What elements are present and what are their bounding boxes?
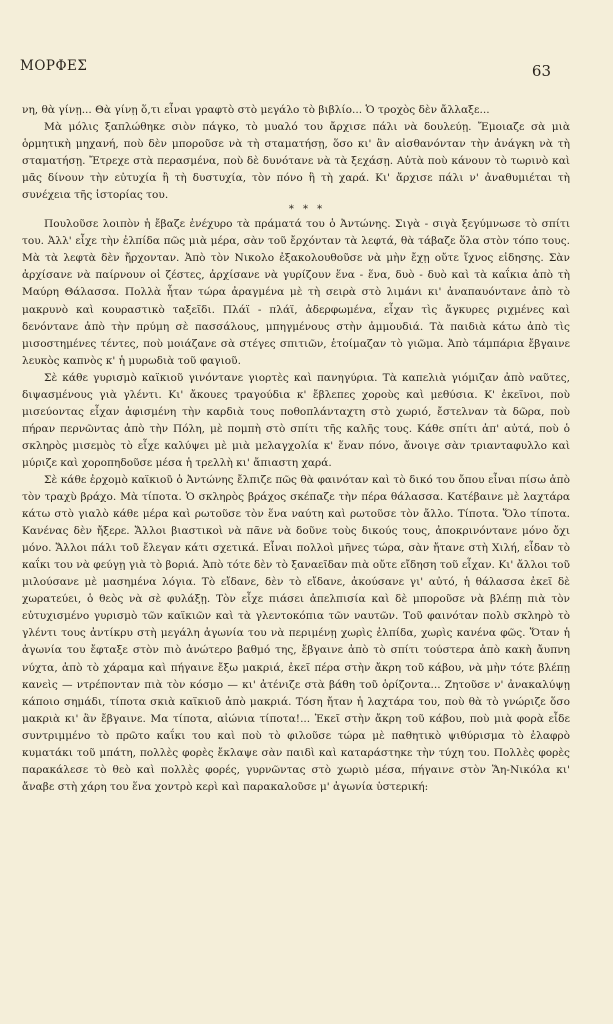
paragraph: Σὲ κάθε ἐρχομὸ καϊκιοῦ ὁ Ἀντώνης ἔλπιζε πῶς θὰ φαινόταν καὶ τὸ δικό του ὄπου εἶναι πίσω ἀπὸ τὸν τραχὺ βράχο. Μὰ τίποτα. Ὁ σκληρὸς βράχος σκέπαζε τὴν πέρα θάλασσα. Κατέβαινε μὲ λαχτάρα κάτω στὸ γιαλὸ κάθε μέρα καὶ ρωτοῦσε τὸν ἕνα ναύτη καὶ ρωτοῦσε τὸν ἄλλο. Τίποτα. Ὅλο τίποτα. Κανένας δὲν ἤξερε. Ἄλλοι βιαστικοὶ νὰ πᾶνε νὰ δοῦνε τοὺς δικούς τους, ἀποκρινόντανε μόνο ὄχι μόνο. Ἄλλοι πάλι τοῦ ἔλεγαν κάτι σχετικά. Εἶναι πολλοὶ μῆνες τώρα, σὰν ἤτανε στὴ Χιλή, εἶδαν τὸ καΐκι του νὰ φεύγῃ γιὰ τὸ βοριά. Ἀπὸ τότε δὲν τὸ ξαναεῖδαν πιὰ οὔτε εἴδηση τοῦ εἶχαν. Κι' ἄλλοι τοῦ μιλούσανε μὲ μασημένα λόγια. Τὸ εἴδανε, δὲν τὸ εἴδανε, ἀκούσανε γι' αὐτό, ἡ θάλασσα ἐκεῖ δὲ χωρατεύει, ὁ θεὸς νὰ σὲ φυλάξῃ. Τὸν εἶχε πιάσει ἀπελπισία καὶ δὲ μποροῦσε νὰ βλέπῃ πιὰ τὸν εὐτυχισμένο γυρισμὸ τῶν καϊκιῶν καὶ τὰ γλεντοκόπια τῶν ναυτῶν. Τοῦ φαινόταν πολὺ σκληρὸ τὸ γλέντι τους ἀντίκρυ στὴ μεγάλη ἀγωνία του νὰ περιμένῃ χωρὶς ἐλπίδα, χωρὶς κανένα φῶς. Ὅταν ἡ ἀγωνία του ἔφταξε στὸν πιὸ ἀνώτερο βαθμό της, ἔβγαινε ἀπὸ τὸ σπίτι τούστερα ἀπὸ κακὴ ἄυπνη νύχτα, ἀπὸ τὸ χάραμα καὶ πήγαινε ἔξω μακριά, ἐκεῖ πέρα στὴν ἄκρη τοῦ κάβου, νὰ μὴν τότε βλέπῃ κανεὶς — ντρέπονταν πιὰ τὸν κόσμο — κι' ἀτένιζε στὰ βάθη τοῦ ὁρίζοντα... Ζητοῦσε ν' ἀνακαλύψῃ κάποιο σημάδι, τίποτα σκιὰ καϊκιοῦ ἀπὸ μακριά. Τόση ἤταν ἡ λαχτάρα του, ποὺ θὰ τὸ γνώριζε ὅσο μακριὰ κι' ἂν ἔβγαινε. Μα τίποτα, αἰώνια τίποτα!... Ἐκεῖ στὴν ἄκρη τοῦ κάβου, ποὺ μιὰ φορὰ εἶδε συντριμμένο τὸ πρῶτο καΐκι του καὶ ποὺ τὸ φιλοῦσε τώρα μὲ παθητικὸ ψιθύρισμα τὸ ἐλαφρὸ κυματάκι τοῦ μπάτη, πολλὲς φορὲς ἔκλαψε σὰν παιδὶ καὶ καταράστηκε τὴν τύχη του. Πολλὲς φορὲς παρακάλεσε τὸ θεὸ καὶ πολλὲς φορές, γυρνῶντας στὸ χωριὸ μέσα, πήγαινε στὸν Ἅη-Νικόλα κι' ἄναβε στὴ χάρη του ἕνα χοντρὸ κερὶ καὶ παρακαλοῦσε μ' ἀγωνία ὑστερική:	[22, 473, 570, 793]
paragraph: Μὰ μόλις ξαπλώθηκε σιὸν πάγκο, τὸ μυαλό του ἄρχισε πάλι νὰ δουλεύῃ. Ἔμοιαζε σὰ μιὰ ὁρμητικὴ μηχανή, ποὺ δὲν μποροῦσε νὰ τὴ σταματήσῃ, ὅσο κι' ἂν αἰσθανόνταν τὴν ἀνάγκη νὰ τὴ σταματήσῃ. Ἔτρεχε στὰ περασμένα, ποὺ δὲ δυνότανε νὰ τὰ ξεχάσῃ. Αὐτὰ ποὺ κάνουν τὸ τωρινὸ καὶ μᾶς δίνουν τὴν εὐτυχία ἢ τὴ δυστυχία, τὸν πόνο ἢ τὴ χαρά. Κι' ἄρχισε πάλι ν' ἀναθυμιέται τὴ συνέχεια τῆς ἱστορίας του.	[22, 121, 570, 202]
running-title: ΜΟΡΦΕΣ	[20, 58, 88, 74]
paragraph: Πουλοῦσε λοιπὸν ἡ ἔβαζε ἐνέχυρο τὰ πράματά του ὁ Ἀντώνης. Σιγὰ - σιγὰ ξεγύμνωσε τὸ σπίτι του. Ἀλλ' εἶχε τὴν ἐλπίδα πῶς μιὰ μέρα, σὰν τοῦ ἔρχόνταν τὰ λεφτά, θὰ τάβαζε ὅλα στὸν τόπο τους. Μὰ τὰ λεφτὰ δὲν ἤρχονταν. Ἀπὸ τὸν Νικολο ἐξακολουθοῦσε νὰ μὴν ἔχῃ οὔτε ἴχνος εἰδησης. Σὰν ἀρχίσανε νὰ παίρνουν οἱ ζέστες, ἀρχίσανε νὰ γυρίζουν ἕνα - ἕνα, δυὸ - δυὸ καὶ τὰ καΐκια ἀπὸ τὴ Μαύρη Θάλασσα. Πολλὰ ἦταν τώρα ἀραγμένα μὲ τὴ σειρὰ στὸ λιμάνι κι' ἀναπαυόντανε ἀπὸ τὸ μακρυνὸ καὶ κουραστικὸ ταξεῖδι. Πλάϊ - πλάϊ, ἀδερφωμένα, εἶχαν τὶς ἄγκυρες ριχμένες καὶ δενόντανε ἀπὸ τὴν πρύμη σὲ πασσάλους, μπηγμένους στὴν ἀμμουδιά. Τὰ παιδιὰ κάτω ἀπὸ τὶς μισοστημένες τέντες, ποὺ μοιάζανε σὰ στέγες σπιτιῶν, ἑτοίμαζαν τὸ γιῶμα. Ἀπὸ τάμπάρια ἔβγαινε λευκὸς καπνὸς κ' ἡ μυρωδιὰ τοῦ φαγιοῦ.	[22, 218, 570, 367]
page-number: 63	[531, 62, 551, 80]
section-separator: * * *	[288, 204, 326, 216]
paragraph: Σὲ κάθε γυρισμὸ καϊκιοῦ γινόντανε γιορτὲς καὶ πανηγύρια. Τὰ καπελιὰ γιόμιζαν ἀπὸ ναῦτες, διψασμένους γιὰ γλέντι. Κι' ἄκουες τραγούδια κ' ἔβλεπες χοροὺς καὶ μεθύσια. Κ' ἐκεῖνοι, ποὺ μισεύοντας εἶχαν ἀφισμένη τὴν καρδιὰ τους ποθοπλάνταχτη στὸ χωριό, ἔστελναν τὰ δῶρα, ποὺ πήραν περνῶντας ἀπὸ τὴν Πόλη, μὲ πομπὴ στὸ σπίτι τῆς καλῆς τους. Κάθε σπίτι ἀπ' αὐτά, ποὺ ὁ σκληρὸς μισεμὸς τὸ εἶχε καλύψει μὲ μιὰ μελαγχολία κ' ἕναν πόνο, ἄνοιγε σὰν τριανταφυλλο καὶ μύριζε καὶ χοροπηδοῦσε μέσα ἡ τρελλὴ κι' ἄπιαστη χαρά.	[22, 371, 570, 469]
paragraph: νη, θὰ γίνῃ... Θὰ γίνῃ ὅ,τι εἶναι γραφτὸ στὸ μεγάλο τὸ βιβλίο... Ὁ τροχὸς δὲν ἄλλαξε...	[22, 104, 490, 116]
body-text	[22, 102, 570, 796]
